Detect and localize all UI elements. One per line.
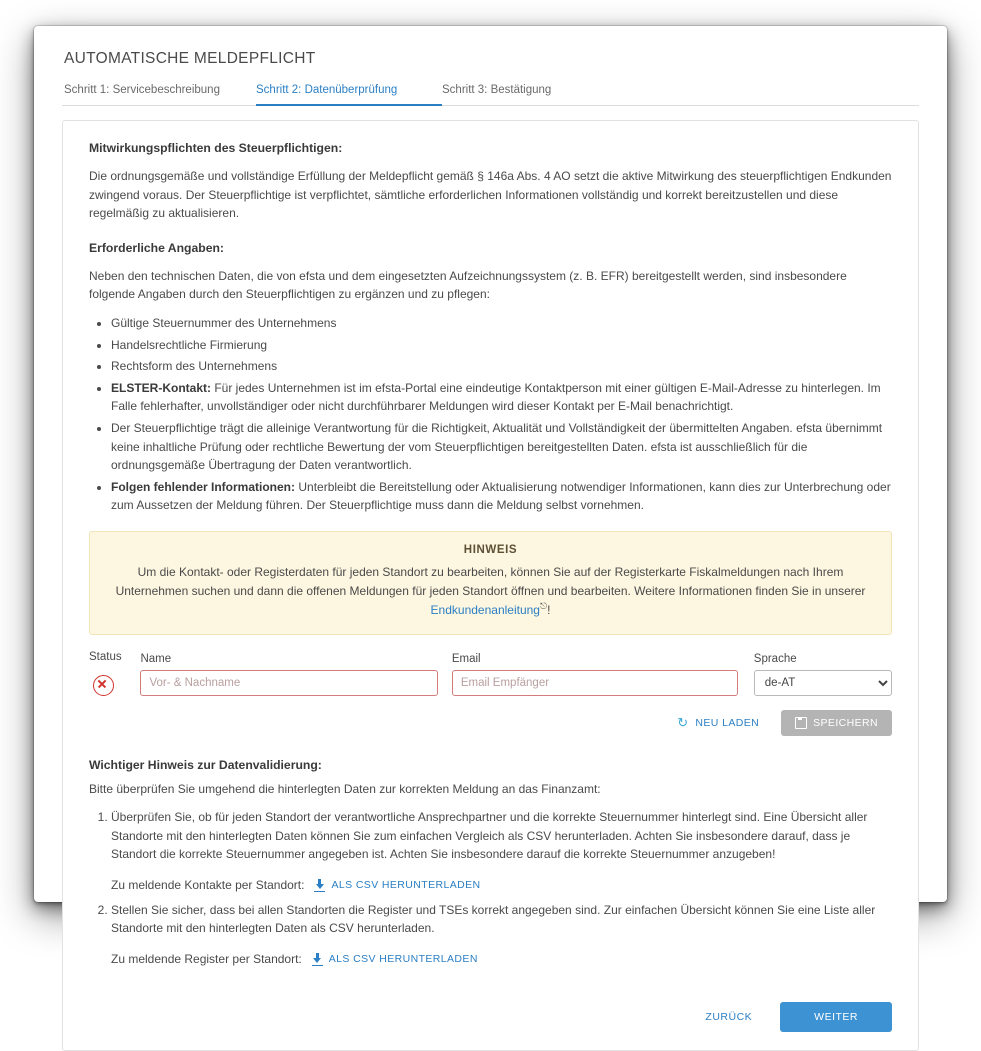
status-field <box>89 651 140 696</box>
register-download-row <box>111 950 892 969</box>
name-input[interactable] <box>140 670 437 696</box>
external-link-icon: ⎋ <box>539 601 548 612</box>
error-status-icon <box>93 675 114 696</box>
wizard-footer <box>89 1002 892 1032</box>
list-item-text: Überprüfen Sie, ob für jeden Standort der verantwortliche Ansprechpartner und die korrekte Steuernummer hinterlegt sind. Eine Übersicht aller Standorte mit den hinterlegten Daten können Sie zum einfachen Vergleich als CSV herunterladen. Achten Sie insbesondere darauf, dass je Standort die korrekte Steuernummer angegeben ist. Achten Sie insbesondere darauf die korrekte Steuernummer anzugeben! <box>111 810 868 862</box>
download-icon-bar <box>312 965 323 967</box>
hinweis-callout <box>89 531 892 635</box>
download-register-csv-label: ALS CSV HERUNTERLADEN <box>328 953 478 965</box>
name-label: Name <box>140 652 172 665</box>
app-window <box>34 26 947 1024</box>
list-item <box>111 419 892 475</box>
download-contacts-csv-label: ALS CSV HERUNTERLADEN <box>331 879 481 892</box>
list-item-text: Rechtsform des Unternehmens <box>111 359 278 374</box>
reload-label: NEU LADEN <box>695 716 760 729</box>
status-label: Status <box>89 650 122 663</box>
section-required-title: Erforderliche Angaben: <box>89 240 224 255</box>
contacts-download-label: Zu meldende Kontakte per Standort: <box>111 878 305 893</box>
list-item-text: Unterbleibt die Bereitstellung oder Aktualisierung notwendiger Informationen, kann dies zur Unterbrechung oder zum Aussetzen der Meldung führen. Der Steuerpflichtige muss dann die Meldung selbst vornehmen. <box>111 479 891 513</box>
main-panel <box>62 120 919 1051</box>
download-icon <box>314 879 325 891</box>
register-download-label: Zu meldende Register per Standort: <box>111 951 302 966</box>
back-button[interactable]: ZURÜCK <box>697 1005 760 1029</box>
validation-intro: Bitte überprüfen Sie umgehend die hinterlegten Daten zur korrekten Meldung an das Finanzamt: <box>89 781 601 796</box>
download-icon <box>312 953 323 965</box>
save-button[interactable] <box>781 710 892 736</box>
download-register-csv-button[interactable] <box>312 951 478 967</box>
step-nav <box>62 80 919 106</box>
list-item <box>111 379 892 416</box>
step-3-bestaetigung[interactable]: Schritt 3: Bestätigung <box>442 84 552 96</box>
list-item-text: Handelsrechtliche Firmierung <box>111 337 268 352</box>
reload-button[interactable] <box>670 715 765 730</box>
email-field <box>452 653 738 696</box>
list-item-emphasis: Folgen fehlender Informationen: <box>111 479 296 494</box>
validation-title: Wichtiger Hinweis zur Datenvalidierung: <box>89 757 322 772</box>
section-duties-paragraph: Die ordnungsgemäße und vollständige Erfüllung der Meldepflicht gemäß § 146a Abs. 4 AO setzt die aktive Mitwirkung des steuerpflichtigen Endkunden zwingend voraus. Der Steuerpflichtige ist verpflichtet, sämtliche erforderlichen Informationen vollständig und korrekt bereitzustellen und diese regelmäßig zu aktualisieren. <box>89 169 892 221</box>
list-item <box>111 808 892 894</box>
list-item <box>111 357 892 376</box>
refresh-icon: ↻ <box>677 715 689 731</box>
list-item <box>111 314 892 333</box>
download-contacts-csv-button[interactable] <box>314 877 480 893</box>
list-item <box>111 478 892 515</box>
next-button[interactable]: WEITER <box>780 1002 892 1032</box>
endkundenanleitung-link[interactable]: Endkundenanleitung <box>430 603 540 618</box>
hinweis-text <box>108 563 873 620</box>
validation-list <box>89 808 892 968</box>
language-label: Sprache <box>753 652 797 665</box>
window-content <box>34 26 947 1024</box>
floppy-icon <box>795 717 807 729</box>
contacts-download-row <box>111 876 892 895</box>
list-item-text: Gültige Steuernummer des Unternehmens <box>111 315 337 330</box>
hinweis-title: HINWEIS <box>463 543 518 556</box>
email-label: Email <box>451 652 481 665</box>
section-duties-title: Mitwirkungspflichten des Steuerpflichtigen: <box>89 141 343 155</box>
name-field <box>140 653 437 696</box>
email-input[interactable] <box>452 670 738 696</box>
list-item <box>111 901 892 969</box>
list-item-text: Stellen Sie sicher, dass bei allen Standorten die Register und TSEs korrekt angegeben sind. Zur einfachen Übersicht können Sie eine Liste aller Standorte mit den hinterlegten Daten als CSV herunterladen. <box>111 902 876 936</box>
form-actions <box>89 710 892 736</box>
step-2-datenueberpruefung[interactable]: Schritt 2: Datenüberprüfung <box>256 80 442 106</box>
contact-form-row <box>89 651 892 696</box>
download-icon-bar <box>314 891 325 893</box>
required-info-list <box>89 314 892 515</box>
list-item <box>111 336 892 355</box>
list-item-text: Der Steuerpflichtige trägt die alleinige Verantwortung für die Richtigkeit, Aktualität und Vollständigkeit der übermittelten Angaben. efsta übernimmt keine inhaltliche Prüfung oder rechtliche Bewertung der vom Steuerpflichtigen bereitgestellten Daten. efsta ist ausschließlich für die ordnungsgemäße Übertragung der Daten verantwortlich. <box>111 420 883 473</box>
language-field <box>754 653 892 696</box>
hinweis-text-before: Um die Kontakt- oder Registerdaten für jeden Standort zu bearbeiten, können Sie auf der Registerkarte Fiskalmeldungen nach Ihrem Unternehmen suchen und dann die offenen Meldungen für jeden Standort öffnen und bearbeiten. Weitere Informationen finden Sie in unserer <box>115 564 866 598</box>
section-required-paragraph: Neben den technischen Daten, die von efsta und dem eingesetzten Aufzeichnungssystem (z. B. EFR) bereitgestellt werden, sind insbesondere folgende Angaben durch den Steuerpflichtigen zu ergänzen und zu pflegen: <box>89 268 847 302</box>
language-select[interactable] <box>754 670 892 696</box>
list-item-text: Für jedes Unternehmen ist im efsta-Portal eine eindeutige Kontaktperson mit einer gültigen E-Mail-Adresse zu hinterlegen. Im Falle fehlerhafter, unvollständiger oder nicht durchführbarer Meldungen wird dieser Kontakt per E-Mail benachrichtigt. <box>111 380 881 414</box>
hinweis-text-after: ! <box>547 603 551 618</box>
save-label: SPEICHERN <box>813 716 878 729</box>
page-title: AUTOMATISCHE MELDEPFLICHT <box>64 50 316 67</box>
step-1-servicebeschreibung[interactable]: Schritt 1: Servicebeschreibung <box>64 84 220 96</box>
list-item-emphasis: ELSTER-Kontakt: <box>111 380 211 395</box>
